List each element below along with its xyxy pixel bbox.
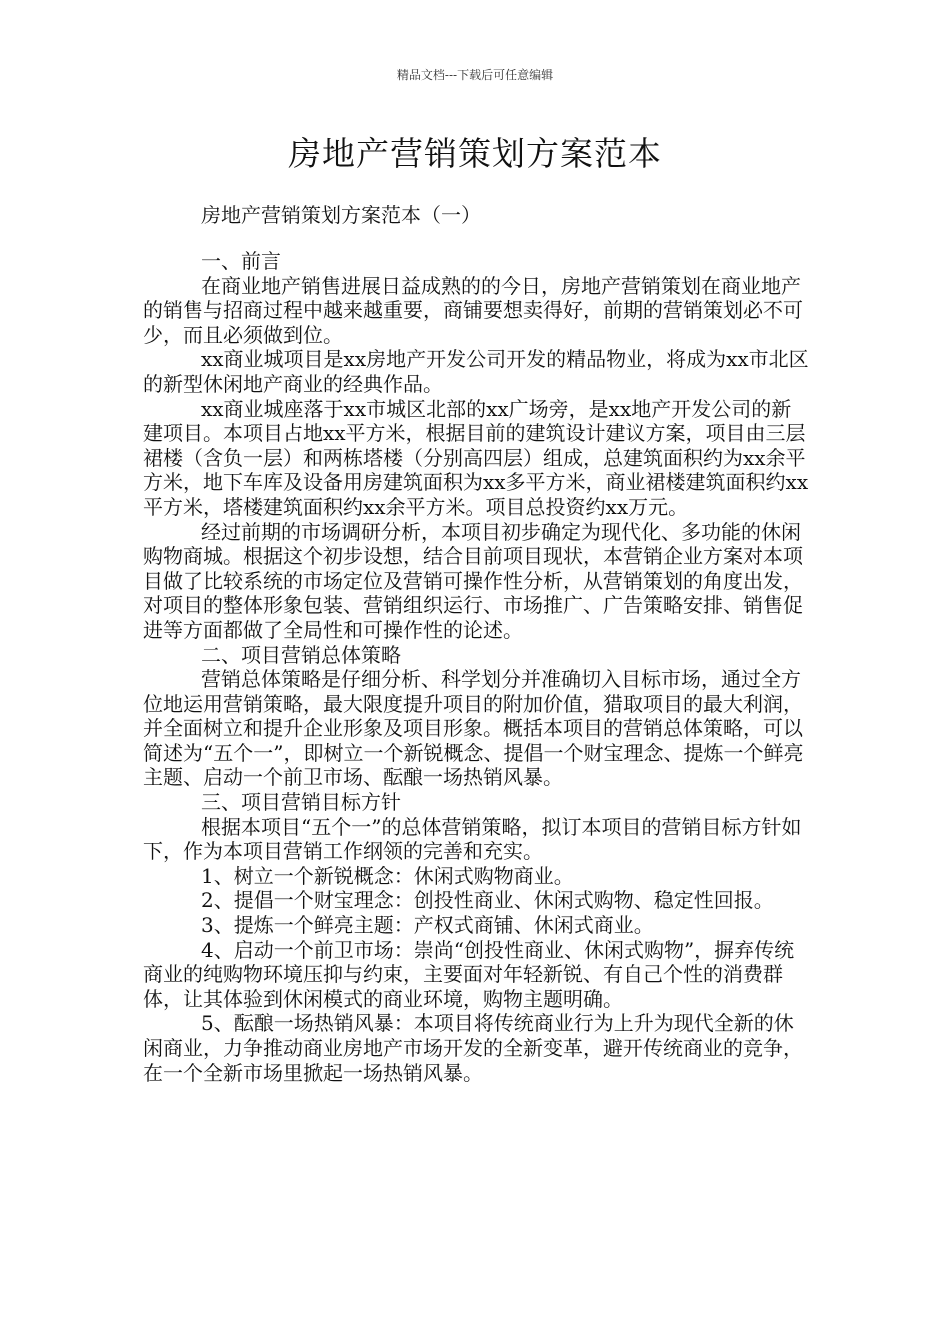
- paragraph: xx商业城座落于xx市城区北部的xx广场旁，是xx地产开发公司的新建项目。本项目占地xx平方米，根据目前的建筑设计建议方案，项目由三层裙楼（含负一层）和两栋塔楼（分别高四层）组成，总建筑面积约为xx余平方米，地下车库及设备用房建筑面积为xx多平方米，商业裙楼建筑面积约xx平方米，塔楼建筑面积约xx余平方米。项目总投资约xx万元。: [143, 396, 809, 519]
- document-title: 房地产营销策划方案范本: [288, 134, 662, 173]
- document-body: [143, 249, 809, 1085]
- header-note: 精品文档---下载后可任意编辑: [396, 68, 554, 82]
- paragraph: 在商业地产销售进展日益成熟的的今日，房地产营销策划在商业地产的销售与招商过程中越来越重要，商铺要想卖得好，前期的营销策划必不可少，而且必须做到位。: [143, 273, 803, 347]
- list-item: 3、提炼一个鲜亮主题：产权式商铺、休闲式商业。: [201, 913, 654, 938]
- paragraph: 根据本项目“五个一”的总体营销策略，拟订本项目的营销目标方针如下，作为本项目营销工作纲领的完善和充实。: [143, 814, 802, 864]
- section-heading-target-policy: 三、项目营销目标方针: [201, 790, 401, 815]
- list-item: 2、提倡一个财宝理念：创投性商业、休闲式购物、稳定性回报。: [201, 888, 774, 913]
- document-subtitle: 房地产营销策划方案范本（一）: [201, 203, 481, 227]
- list-item: 1、树立一个新锐概念：休闲式购物商业。: [201, 863, 574, 888]
- section-heading-preface: 一、前言: [201, 249, 281, 273]
- list-item: 5、酝酿一场热销风暴：本项目将传统商业行为上升为现代全新的休闲商业，力争推动商业房地产市场开发的全新变革，避开传统商业的竞争，在一个全新市场里掀起一场热销风暴。: [143, 1011, 803, 1085]
- paragraph: 经过前期的市场调研分析，本项目初步确定为现代化、多功能的休闲购物商城。根据这个初步设想，结合目前项目现状，本营销企业方案对本项目做了比较系统的市场定位及营销可操作性分析，从营销策划的角度出发，对项目的整体形象包装、营销组织运行、市场推广、广告策略安排、销售促进等方面都做了全局性和可操作性的论述。: [143, 519, 803, 642]
- section-heading-overall-strategy: 二、项目营销总体策略: [201, 642, 401, 667]
- list-item: 4、启动一个前卫市场：崇尚“创投性商业、休闲式购物”，摒弃传统商业的纯购物环境压抑与约束，主要面对年轻新锐、有自己个性的消费群体，让其体验到休闲模式的商业环境，购物主题明确。: [143, 937, 795, 1011]
- paragraph: xx商业城项目是xx房地产开发公司开发的精品物业，将成为xx市北区的新型休闲地产商业的经典作品。: [143, 347, 809, 396]
- paragraph: 营销总体策略是仔细分析、科学划分并准确切入目标市场，通过全方位地运用营销策略，最大限度提升项目的附加价值，猎取项目的最大利润，并全面树立和提升企业形象及项目形象。概括本项目的营销总体策略，可以简述为“五个一”，即树立一个新锐概念、提倡一个财宝理念、提炼一个鲜亮主题、启动一个前卫市场、酝酿一场热销风暴。: [143, 667, 804, 790]
